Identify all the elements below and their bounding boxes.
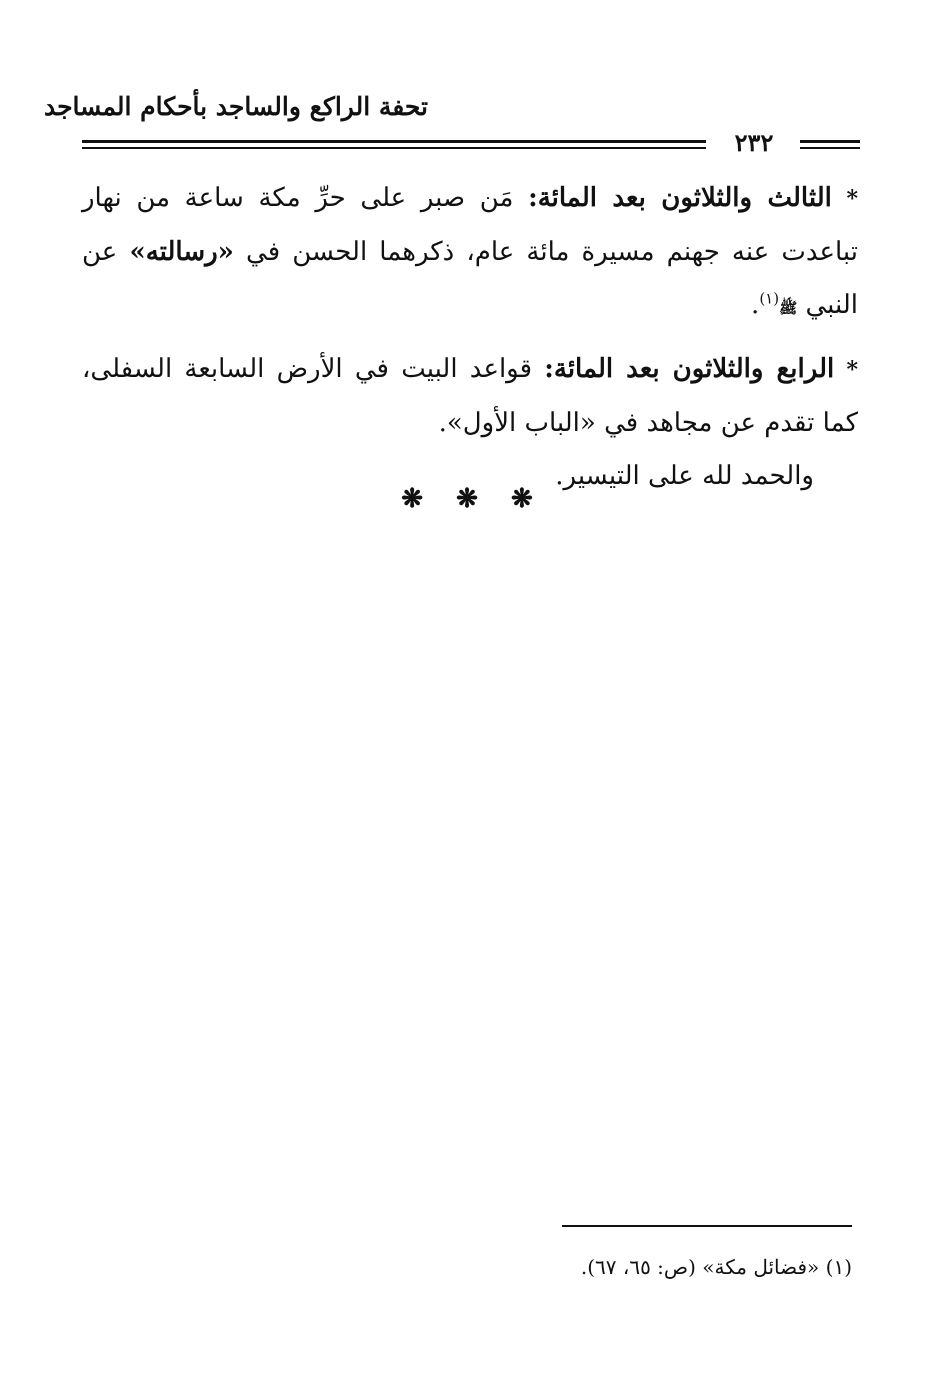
item-label: الرابع والثلاثون بعد المائة: [544,354,835,384]
book-title: «رسالته» [129,237,234,267]
sentence-end: . [751,290,760,320]
paragraph-marker: * [846,186,859,212]
honorific-glyph: ﷺ [779,299,798,317]
paragraph-item-133 [82,172,858,335]
paragraph-marker: * [846,357,858,383]
header-rule-long [82,140,706,149]
footnote-reference[interactable]: (١) [759,289,780,308]
item-label: الثالث والثلاثون بعد المائة: [528,183,832,213]
item-text: قواعد البيت في الأرض السابعة السفلى، كما تقدم عن مجاهد في «الباب الأول». [82,354,858,438]
section-separator: ❋ ❋ ❋ [401,484,545,514]
item-text: مَن صبر على حرِّ مكة ساعة من نهار تباعدت عنه جهنم مسيرة مائة عام، ذكرهما الحسن في [82,183,858,267]
page-number: ٢٣٢ [734,128,774,157]
running-title: تحفة الراكع والساجد بأحكام المساجد [43,92,428,121]
paragraph-item-134 [82,343,858,450]
footnote-rule [562,1225,852,1227]
header-rule-short [800,140,860,149]
closing-line: والحمد لله على التيسير. [555,461,814,491]
footnote-1: (١) «فضائل مكة» (ص: ٦٥، ٦٧). [580,1255,852,1279]
body-text [82,172,858,503]
item-text: عن النبي [82,237,858,320]
